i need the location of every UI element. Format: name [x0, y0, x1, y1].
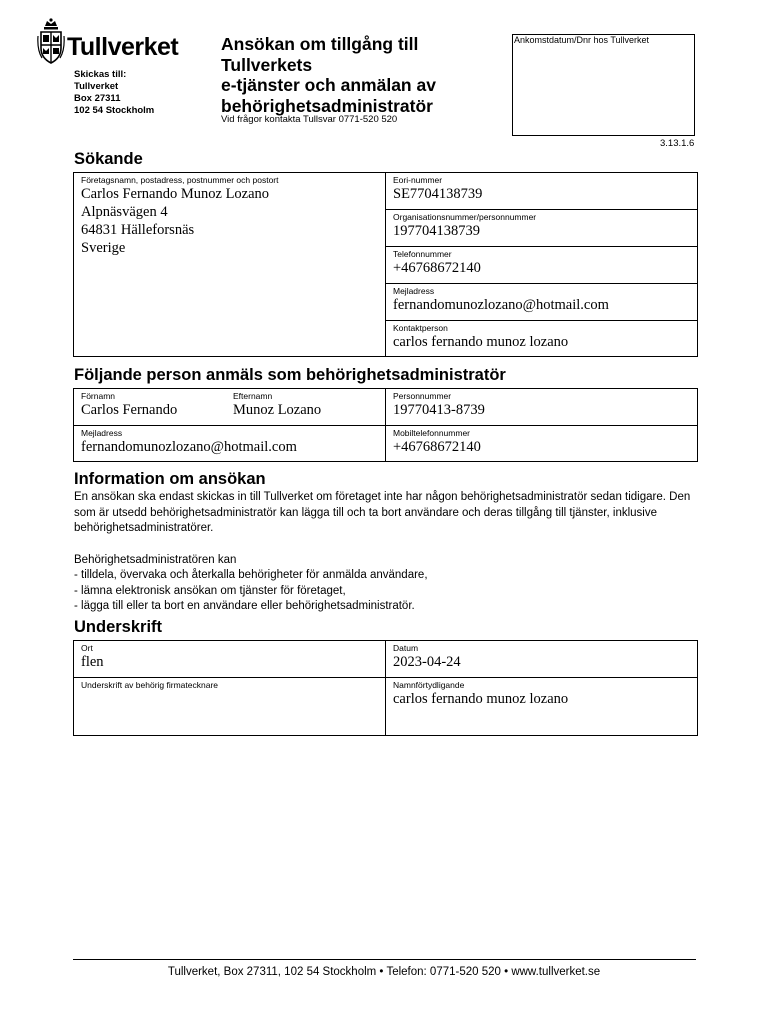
- phone-cell: [386, 247, 698, 284]
- company-line: Carlos Fernando Munoz Lozano: [81, 186, 270, 202]
- sign-label: Underskrift av behörig firmatecknare: [81, 680, 219, 690]
- orgnr-label: Organisationsnummer/personnummer: [393, 212, 537, 222]
- eori-label: Eori-nummer: [393, 175, 443, 185]
- firstname-value: Carlos Fernando: [81, 402, 178, 418]
- title-line: behörighetsadministratör: [221, 95, 433, 116]
- eori-value: SE7704138739: [393, 186, 483, 202]
- title-line: Ansökan om tillgång till: [221, 34, 419, 54]
- firstname-label: Förnamn: [81, 391, 116, 401]
- info-list-item: - lämna elektronisk ansökan om tjänster för företaget,: [74, 584, 346, 597]
- admin-heading: Följande person anmäls som behörighetsadministratör: [74, 366, 506, 384]
- email-cell: [386, 284, 698, 321]
- printed-name-value: carlos fernando munoz lozano: [393, 691, 569, 707]
- admin-email-cell: [74, 426, 386, 462]
- ssn-cell: [386, 389, 698, 426]
- eori-cell: [386, 173, 698, 210]
- send-to-line: 102 54 Stockholm: [74, 105, 155, 116]
- info-list-item: - tilldela, övervaka och återkalla behörigheter för anmälda användare,: [74, 569, 428, 581]
- orgnr-value: 197704138739: [393, 223, 480, 239]
- contact-person-label: Kontaktperson: [393, 323, 448, 333]
- form-title: [221, 34, 436, 116]
- info-list-intro: Behörighetsadministratören kan: [74, 553, 237, 566]
- place-cell: [74, 641, 386, 678]
- place-label: Ort: [81, 643, 93, 653]
- email-value: fernandomunozlozano@hotmail.com: [393, 297, 609, 313]
- email-label: Mejladress: [393, 286, 435, 296]
- info-list-item: - lägga till eller ta bort en användare eller behörighetsadministratör.: [74, 600, 415, 612]
- company-label: Företagsnamn, postadress, postnummer och postort: [81, 175, 279, 185]
- admin-email-label: Mejladress: [81, 428, 123, 438]
- send-to-address: [74, 69, 154, 117]
- logo-wordmark: Tullverket: [67, 33, 179, 61]
- company-line: Alpnäsvägen 4: [81, 204, 168, 220]
- title-line: e-tjänster och anmälan av: [221, 75, 436, 95]
- lastname-value: Munoz Lozano: [233, 402, 322, 418]
- applicant-heading: Sökande: [74, 150, 143, 168]
- crown-emblem-icon: [37, 18, 65, 68]
- admin-table: [73, 388, 698, 462]
- admin-email-value: fernandomunozlozano@hotmail.com: [81, 439, 297, 455]
- phone-value: +46768672140: [393, 260, 481, 276]
- ssn-value: 19770413-8739: [393, 402, 485, 418]
- contact-info: Vid frågor kontakta Tullsvar 0771-520 520: [221, 114, 398, 125]
- firstname-field: [74, 389, 226, 419]
- name-cell: [74, 389, 386, 426]
- info-paragraph: En ansökan ska endast skickas in till Tullverket om företaget inte har någon behörighetsadministratör sedan tidigare. Den som är utsedd behörighetsadministratör kan lägga till och ta bort användare och deras tillgång till tjänster, inklusive behörighetsadministratörer.: [74, 491, 691, 534]
- lastname-field: [226, 389, 321, 419]
- info-text: [74, 490, 714, 615]
- tullverket-logo: [37, 18, 199, 70]
- form-version: 3.13.1.6: [660, 138, 695, 149]
- sign-cell: [74, 678, 386, 736]
- printed-name-cell: [386, 678, 698, 736]
- info-heading: Information om ansökan: [74, 470, 266, 488]
- mobile-cell: [386, 426, 698, 462]
- printed-name-label: Namnförtydligande: [393, 680, 465, 690]
- send-to-line: Tullverket: [74, 81, 119, 92]
- lastname-label: Efternamn: [233, 391, 273, 401]
- footer-text: Tullverket, Box 27311, 102 54 Stockholm • Telefon: 0771-520 520 • www.tullverket.se: [167, 966, 601, 978]
- company-line: 64831 Hälleforsnäs: [81, 222, 195, 238]
- date-label: Datum: [393, 643, 419, 653]
- signature-heading: Underskrift: [74, 618, 163, 636]
- date-cell: [386, 641, 698, 678]
- contact-person-value: carlos fernando munoz lozano: [393, 334, 569, 350]
- company-cell: [74, 173, 386, 357]
- footer-divider: [73, 959, 696, 960]
- send-to-line: Skickas till:: [74, 69, 127, 80]
- mobile-value: +46768672140: [393, 439, 481, 455]
- ssn-label: Personnummer: [393, 391, 452, 401]
- applicant-table: [73, 172, 698, 357]
- date-value: 2023-04-24: [393, 654, 461, 670]
- contact-person-cell: [386, 321, 698, 357]
- mobile-label: Mobiltelefonnummer: [393, 428, 471, 438]
- title-line: Tullverkets: [221, 54, 313, 75]
- orgnr-cell: [386, 210, 698, 247]
- signature-table: [73, 640, 698, 736]
- company-line: Sverige: [81, 240, 126, 256]
- arrival-date-box: [512, 34, 695, 136]
- arrival-date-label: Ankomstdatum/Dnr hos Tullverket: [514, 35, 650, 45]
- phone-label: Telefonnummer: [393, 249, 452, 259]
- place-value: flen: [81, 654, 104, 670]
- send-to-line: Box 27311: [74, 93, 121, 104]
